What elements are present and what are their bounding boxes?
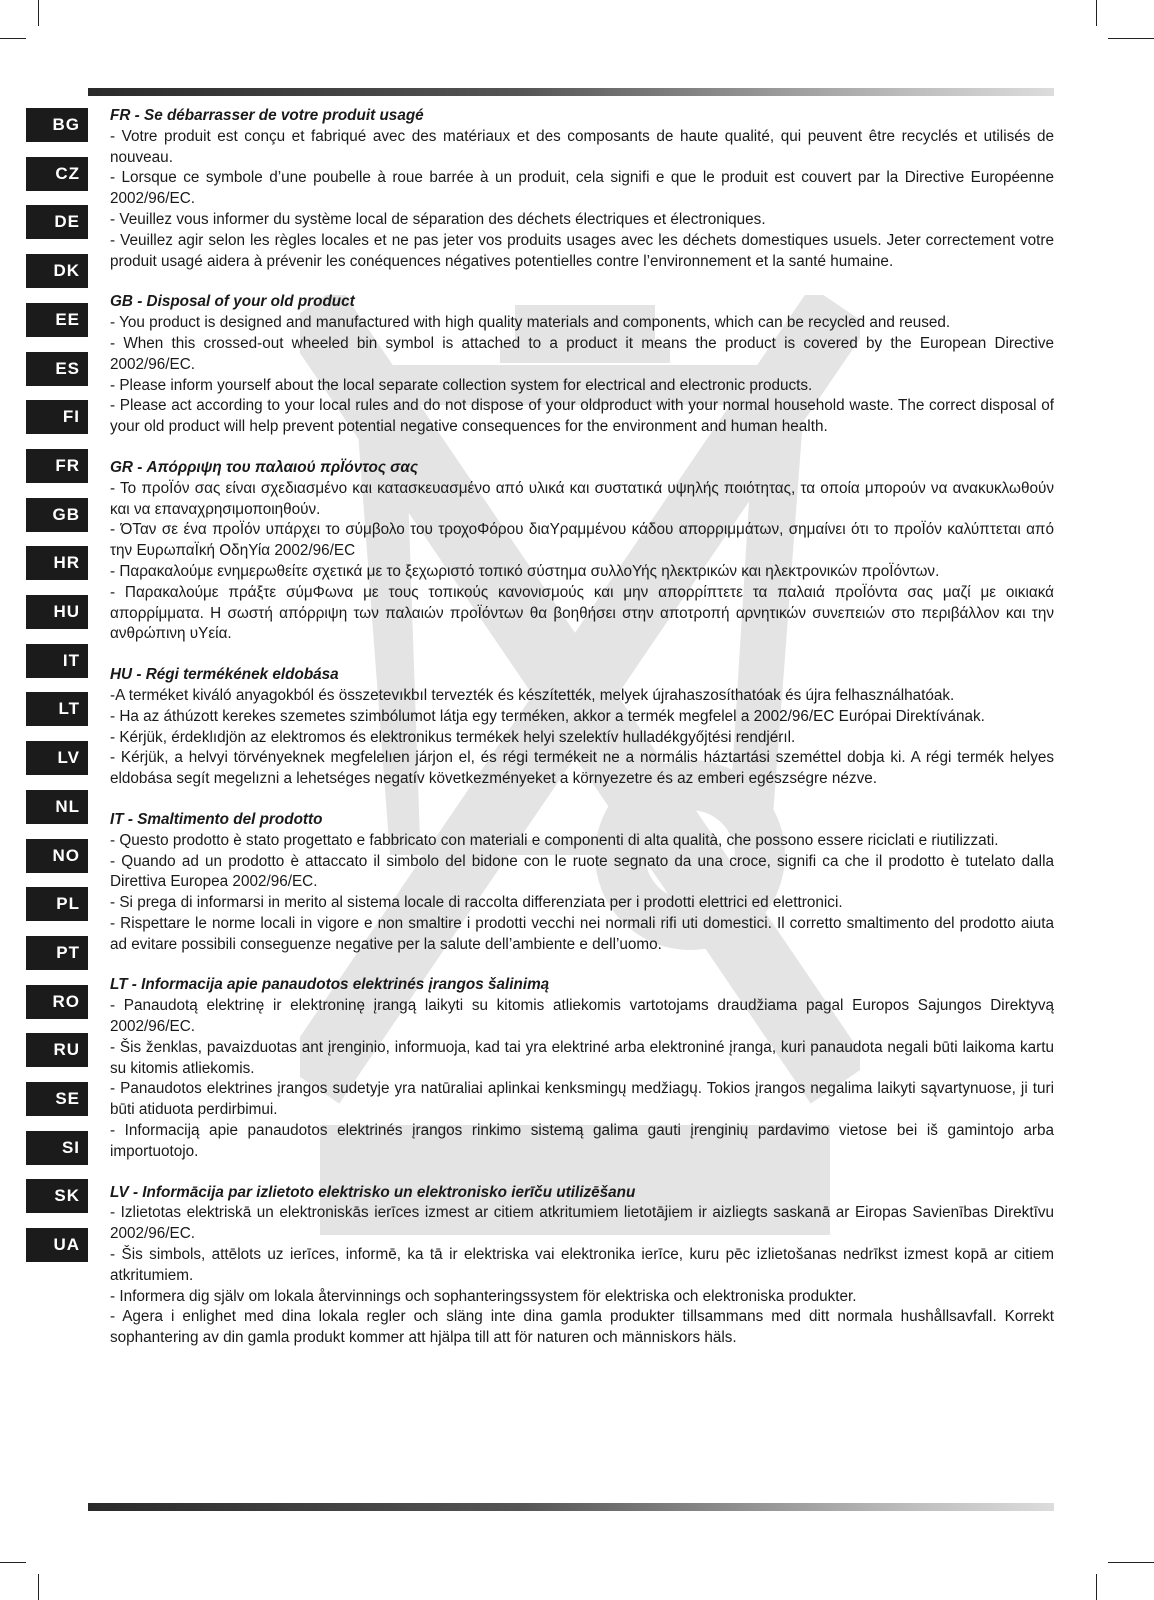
language-tab[interactable]: DE: [26, 205, 88, 239]
section-heading: GR - Απόρριψη του παλαιού πρΪόντος σας: [110, 458, 418, 476]
language-tab[interactable]: RU: [26, 1033, 88, 1067]
paragraph: - Veuillez agir selon les règles locales et ne pas jeter vos produits usages avec les déchets domestiques usuels. Jeter correctement votre produit usagé aidera à prévenir les conéquences négatives potentielles contre l’environnement et la santé humaine.: [110, 231, 1054, 270]
paragraph: - Panaudotos elektrines įrangos sudetyje yra natūraliai aplinkai kenksmingų medžiagų. Tokios įrangos negalima laikyti sąvartynuose, ji turi būti atiduota perdirbimui.: [110, 1080, 1054, 1119]
crop-mark: [1108, 1562, 1154, 1563]
paragraph: - Questo prodotto è stato progettato e fabbricato con materiali e componenti di alta qualità, che possono essere riciclati e riutilizzati.: [110, 831, 999, 849]
paragraph: - Si prega di informarsi in merito al sistema locale di raccolta differenziata per i prodotti elettrici ed elettronici.: [110, 894, 843, 912]
paragraph: -A terméket kiváló anyagokból és összetevıkbıl tervezték és készítették, melyek újrahaszosíthatóak és újra felhasználhatóak.: [110, 686, 955, 704]
crop-mark: [1108, 38, 1154, 39]
language-tab[interactable]: LV: [26, 741, 88, 775]
paragraph: - Šis simbols, attēlots uz ierīces, informē, ka tā ir elektriska vai elektronika ierīce, kuru pēc izlietošanas nedrīkst izmest kopā ar citiem atkritumiem.: [110, 1246, 1054, 1284]
crop-mark: [0, 1562, 26, 1563]
section-heading: GB - Disposal of your old product: [110, 293, 355, 311]
paragraph: - Παρακαλούμε ενημερωθείτε σχετικά με το ξεχωριστό τοπικό σύστημα συλλοΥής ηλεκτρικών και ηλεκτρονικών προΪόντων.: [110, 562, 940, 580]
section-heading: IT - Smaltimento del prodotto: [110, 810, 323, 828]
crop-mark: [0, 38, 26, 39]
paragraph: - Quando ad un prodotto è attaccato il simbolo del bidone con le ruote segnato da una croce, signifi ca che il prodotto è tutelato dalla Direttiva Europea 2002/96/EC.: [110, 852, 1054, 891]
paragraph: - Veuillez vous informer du système local de séparation des déchets électriques et électroniques.: [110, 210, 766, 228]
language-tab[interactable]: HR: [26, 546, 88, 580]
paragraph: - Please act according to your local rules and do not dispose of your oldproduct with your normal household waste. The correct disposal of your old product will help prevent potential negative consequences for the environment and human health.: [110, 397, 1054, 436]
crop-mark: [1096, 1574, 1097, 1600]
document-body: [110, 106, 1054, 1369]
language-tab[interactable]: RO: [26, 985, 88, 1019]
paragraph: - Panaudotą elektrinę ir elektroninę įrangą laikyti su kitomis atliekomis vartotojams draudžiama pagal Europos Sajungos Direktyvą 2002/96/EC.: [110, 997, 1054, 1036]
language-tab[interactable]: UA: [26, 1228, 88, 1262]
language-tab[interactable]: DK: [26, 254, 88, 288]
paragraph: - Informera dig själv om lokala återvinnings och sophanteringssystem för elektriska och elektroniska produkter.: [110, 1287, 857, 1305]
section-heading: LV - Informācija par izlietoto elektrisko un elektronisko ierīču utilizēšanu: [110, 1183, 636, 1201]
paragraph: - Šis ženklas, pavaizduotas ant įrenginio, informuoja, kad tai yra elektriné arba elektroniné įranga, kuri panaudota negali būti laikoma kartu su kitomis atliekomis.: [110, 1038, 1054, 1077]
language-tab[interactable]: NL: [26, 790, 88, 824]
language-tab[interactable]: NO: [26, 839, 88, 873]
paragraph: - Rispettare le norme locali in vigore e non smaltire i prodotti vecchi nei normali rifi uti domestici. Il corretto smaltimento del prodotto aiuta ad evitare possibili conseguenze negative per la salute dell’ambiente e dell’uomo.: [110, 914, 1054, 953]
section-fr: [110, 106, 1054, 272]
language-tab[interactable]: FR: [26, 449, 88, 483]
paragraph: - Το προΪόν σας είναι σχεδιασμένο και κατασκευασμένο από υλικά και συστατικά υψηλής ποιότητας, τα οποία μπορούν να ανακυκλωθούν και να επαναχρησιμοποιηθούν.: [110, 479, 1054, 518]
paragraph: - When this crossed-out wheeled bin symbol is attached to a product it means the product is covered by the European Directive 2002/96/EC.: [110, 334, 1054, 373]
language-tab[interactable]: FI: [26, 400, 88, 434]
paragraph: - Votre produit est conçu et fabriqué avec des matériaux et des composants de haute qualité, qui peuvent être recyclés et utilisés de nouveau.: [110, 127, 1054, 166]
section-hu: [110, 665, 1054, 790]
section-it: [110, 810, 1054, 956]
language-tab[interactable]: SI: [26, 1131, 88, 1165]
language-tab[interactable]: HU: [26, 595, 88, 629]
language-tab[interactable]: SE: [26, 1082, 88, 1116]
paragraph: - Kérjük, érdeklıdjön az elektromos és elektronikus termékek helyi szelektív hulladékgyőjtési rendjérıl.: [110, 728, 796, 746]
section-heading: LT - Informacija apie panaudotos elektrinés įrangos šalinimą: [110, 976, 550, 994]
header-rule: [88, 88, 1054, 96]
language-tab[interactable]: LT: [26, 692, 88, 726]
crop-mark: [38, 1574, 39, 1600]
paragraph: - Agera i enlighet med dina lokala regler och släng inte dina gamla produkter tillsammans med ditt normala hushållsavfall. Korrekt sophantering av din gamla produkt kommer att hjälpa till att för naturen och människors häls.: [110, 1308, 1054, 1347]
section-gr: [110, 458, 1054, 645]
paragraph: - Lorsque ce symbole d’une poubelle à roue barrée à un produit, cela signifi e que le produit est couvert par la Directive Européenne 2002/96/EC.: [110, 169, 1054, 208]
paragraph: - Ha az áthúzott kerekes szemetes szimbólumot látja egy terméken, akkor a termék megfelel a 2002/96/EC Európai Direktívának.: [110, 707, 985, 725]
language-tab[interactable]: BG: [26, 108, 88, 142]
section-heading: FR - Se débarrasser de votre produit usagé: [110, 107, 424, 124]
language-tab[interactable]: SK: [26, 1179, 88, 1213]
language-tab[interactable]: ES: [26, 352, 88, 386]
paragraph: - Informaciją apie panaudotos elektrinés įrangos rinkimo sistemą galima gauti įrenginių pardavimo vietose bei iš gamintojo arba importuotojo.: [110, 1122, 1054, 1160]
language-tab[interactable]: PL: [26, 887, 88, 921]
language-tab[interactable]: GB: [26, 498, 88, 532]
language-tab[interactable]: CZ: [26, 157, 88, 191]
language-tab[interactable]: PT: [26, 936, 88, 970]
language-tab[interactable]: IT: [26, 644, 88, 678]
language-tab[interactable]: EE: [26, 303, 88, 337]
paragraph: - Kérjük, a helvyi törvényeknek megfelelıen járjon el, és régi termékeit ne a normális háztartási szeméttel dobja ki. A régi termék helyes eldobása segít megelızni a lehetséges negatív következményeket a környezetre és az emberi egészségre nézve.: [110, 749, 1054, 788]
footer-rule: [88, 1503, 1054, 1511]
section-gb: [110, 292, 1054, 438]
paragraph: - Παρακαλούμε πράξτε σύμΦωνα με τους τοπικούς κανονισμούς και μην απορρίπτετε τα παλαιά προΪόντα σας μαζί με οικιακά απορρίμματα. Η σωστή απόρριψη των παλαιών προΪόντων θα βοηθήσει στην αποτροπή αρνητικών συνεπειών στο περιβάλλον και την ανθρώπινη υΥεία.: [110, 583, 1054, 643]
paragraph: - Please inform yourself about the local separate collection system for electrical and electronic products.: [110, 376, 813, 394]
section-lv: [110, 1183, 1054, 1349]
crop-mark: [38, 0, 39, 26]
paragraph: - You product is designed and manufactured with high quality materials and components, which can be recycled and reused.: [110, 314, 951, 332]
paragraph: - Izlietotas elektriskā un elektroniskās ierīces izmest ar citiem atkritumiem lietotājiem ir aizliegts saskanā ar Eiropas Savienības Direktīvu 2002/96/EC.: [110, 1204, 1054, 1243]
section-heading: HU - Régi termékének eldobása: [110, 666, 339, 684]
paragraph: - ΌΤαν σε ένα προΪόν υπάρχει το σύμβολο του τροχοΦόρου διαΥραμμένου κάδου απορριμμάτων, σημαίνει ότι το προΪόν καλύπτεται από την ΕυρωπαΪκή ΟδηΥία 2002/96/EC: [110, 521, 1054, 560]
crop-mark: [1096, 0, 1097, 26]
section-lt: [110, 975, 1054, 1162]
